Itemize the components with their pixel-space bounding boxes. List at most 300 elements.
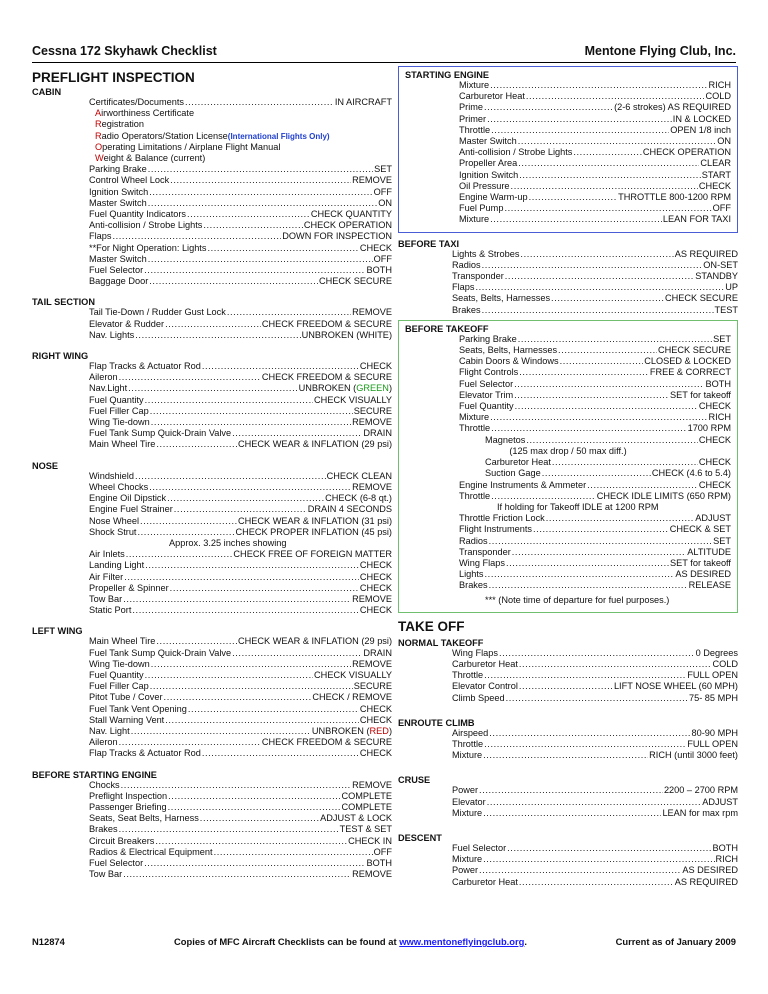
dot-leader — [490, 80, 707, 91]
item-name: Fuel Quantity — [89, 669, 144, 680]
dot-leader — [484, 739, 686, 750]
item-value: ADJUST — [702, 796, 738, 807]
item-value: UNBROKEN ( — [311, 725, 370, 736]
enroute-climb-list — [398, 728, 738, 762]
item-value: DRAIN 4 SECONDS — [307, 504, 392, 515]
item-value: LIFT NOSE WHEEL (60 MPH) — [613, 681, 738, 692]
item-value: COMPLETE — [341, 790, 392, 801]
checklist-row — [405, 480, 731, 491]
item-name: Throttle — [459, 423, 491, 434]
item-value: CHECK — [359, 560, 392, 571]
dot-leader — [482, 305, 714, 316]
item-name: Seats, Belts, Harnesses — [452, 293, 551, 304]
dot-leader — [128, 383, 297, 394]
dot-leader — [560, 356, 644, 367]
dot-leader — [124, 572, 359, 583]
checklist-row — [398, 305, 738, 316]
item-value: IN & LOCKED — [672, 113, 731, 124]
checklist-row — [32, 802, 392, 813]
item-name: Propeller & Spinner — [89, 582, 169, 593]
departure-note: *** (Note time of departure for fuel purposes.) — [485, 594, 670, 605]
item-name: Lights — [459, 569, 484, 580]
item-value: RICH — [708, 412, 731, 423]
checklist-row — [398, 808, 738, 819]
close-paren: ) — [388, 383, 392, 394]
checklist-row — [32, 572, 392, 583]
item-name: Fuel Tank Vent Opening — [89, 703, 187, 714]
checklist-row — [398, 249, 738, 260]
dot-leader — [140, 516, 237, 527]
item-name: Parking Brake — [89, 164, 147, 175]
checklist-row: Magnetos ..... CHECK — [405, 435, 731, 446]
item-name: Fuel Tank Sump Quick-Drain Valve — [89, 647, 232, 658]
item-value: CHECK VISUALLY — [314, 394, 392, 405]
checklist-row — [32, 869, 392, 880]
item-name: Wing Tie-down — [89, 658, 150, 669]
checklist-row — [32, 428, 392, 439]
cabin-title: CABIN — [32, 87, 62, 97]
item-value: CHECK — [698, 479, 731, 490]
checklist-row — [32, 319, 392, 330]
before-takeoff-title: BEFORE TAKEOFF — [405, 323, 489, 334]
checklist-row — [32, 209, 392, 220]
dot-leader — [119, 824, 339, 835]
dot-leader — [506, 558, 669, 569]
checklist-row — [398, 854, 738, 865]
item-name: Engine Warm-up — [459, 192, 528, 203]
item-name: Wing Flaps — [452, 647, 498, 658]
dot-leader — [514, 390, 669, 401]
item-name: Master Switch — [89, 197, 147, 208]
item-name: Carburetor Heat — [452, 876, 518, 887]
item-value: CHECK VISUALLY — [314, 669, 392, 680]
intl-note: (International Flights Only) — [227, 131, 330, 141]
dot-leader — [587, 480, 698, 491]
nose-list-2 — [32, 549, 392, 616]
item-value: BOTH — [712, 842, 738, 853]
dot-leader — [511, 181, 698, 192]
checklist-row — [32, 254, 392, 265]
item-value: REMOVE — [352, 593, 392, 604]
item-name: Engine Oil Dipstick — [89, 493, 167, 504]
item-name: Flap Tracks & Actuator Rod — [89, 361, 201, 372]
preflight-title: PREFLIGHT INSPECTION — [32, 70, 195, 85]
checklist-row — [405, 491, 731, 502]
item-name: Radios & Electrical Equipment — [89, 846, 213, 857]
idle-note: If holding for Takeoff IDLE at 1200 RPM — [497, 501, 659, 512]
checklist-row — [32, 636, 392, 647]
item-value: REMOVE — [352, 417, 392, 428]
item-value: REMOVE — [352, 175, 392, 186]
dot-leader — [483, 750, 648, 761]
item-value: REMOVE — [352, 869, 392, 880]
checklist-row — [405, 158, 731, 169]
checklist-row — [405, 214, 731, 225]
dot-leader — [138, 527, 235, 538]
item-name: Control Wheel Lock — [89, 175, 170, 186]
dot-leader — [167, 493, 324, 504]
item-value: SET for takeoff — [670, 389, 731, 400]
item-value: REMOVE — [352, 307, 392, 318]
dot-leader — [200, 813, 319, 824]
dot-leader — [491, 423, 686, 434]
dot-leader — [123, 594, 351, 605]
item-name: Radios — [452, 259, 481, 270]
item-value: UNBROKEN (WHITE) — [301, 329, 392, 340]
checklist-row — [32, 560, 392, 571]
item-value: OFF — [373, 186, 392, 197]
item-value: REMOVE — [352, 779, 392, 790]
arrow-item: O perating Limitations / Airplane Flight Manual — [95, 141, 281, 152]
item-name: Wheel Chocks — [89, 481, 149, 492]
item-name: Shock Strut — [89, 526, 137, 537]
checklist-row — [405, 412, 731, 423]
checklist-row — [32, 395, 392, 406]
dot-leader — [483, 808, 661, 819]
dot-leader — [505, 271, 695, 282]
dot-leader — [155, 836, 347, 847]
dot-leader — [149, 276, 318, 287]
checklist-row — [405, 170, 731, 181]
checklist-row — [405, 379, 731, 390]
dot-leader — [519, 681, 613, 692]
item-name: Stall Warning Vent — [89, 714, 165, 725]
item-value: CHECK — [359, 748, 392, 759]
checklist-row — [398, 865, 738, 876]
item-value: CHECK WEAR & INFLATION (29 psi) — [238, 439, 392, 450]
item-name: Radios — [459, 535, 488, 546]
item-name: Cabin Doors & Windows — [459, 356, 559, 367]
item-value: CHECK IDLE LIMITS (650 RPM) — [596, 490, 731, 501]
item-value: RICH — [708, 80, 731, 90]
before-taxi-list — [398, 249, 738, 316]
checklist-row — [32, 715, 392, 726]
item-value: CLOSED & LOCKED — [644, 356, 731, 367]
item-value: UP — [725, 282, 738, 293]
item-value: CHECK — [359, 703, 392, 714]
item-name: Ignition Switch — [459, 169, 519, 180]
dot-leader — [551, 293, 664, 304]
dot-leader — [491, 491, 596, 502]
item-value: CHECK — [698, 401, 731, 412]
checklist-row — [398, 260, 738, 271]
item-value: OFF — [373, 846, 392, 857]
item-value: SET — [713, 333, 731, 344]
checklist-row: Certificates/Documents ..... IN AIRCRAFT — [32, 97, 392, 108]
item-name: Air Inlets — [89, 549, 125, 560]
checklist-row — [405, 136, 731, 147]
item-value: CHECK OPERATION — [642, 147, 731, 158]
item-name: Mixture — [459, 80, 490, 90]
item-value: CHECK / REMOVE — [312, 692, 392, 703]
dot-leader — [135, 330, 300, 341]
checklist-row — [405, 558, 731, 569]
arrow-item: R adio Operators/Station License (International Flights Only) — [95, 130, 330, 141]
item-name: Airspeed — [452, 727, 489, 738]
item-name: Fuel Quantity Indicators — [89, 209, 187, 220]
checklist-row — [398, 785, 738, 796]
checklist-row — [32, 605, 392, 616]
item-value: CHECK PROPER INFLATION (45 psi) — [235, 526, 392, 537]
item-name: Landing Light — [89, 560, 145, 571]
descent-title: DESCENT — [398, 832, 442, 843]
dot-leader — [519, 170, 700, 181]
light-color-red: RED — [369, 725, 389, 736]
checklist-row — [398, 670, 738, 681]
checklist-row — [405, 513, 731, 524]
arrow-item: R egistration — [95, 119, 145, 130]
item-name: Throttle — [459, 124, 491, 135]
checklist-row — [32, 372, 392, 383]
item-name: Brakes — [452, 304, 481, 315]
club-name: Mentone Flying Club, Inc. — [584, 44, 736, 58]
checklist-row — [405, 356, 731, 367]
checklist-row — [405, 91, 731, 102]
dot-leader — [126, 549, 233, 560]
dot-leader — [148, 198, 378, 209]
checklist-row — [405, 390, 731, 401]
checklist-row — [32, 516, 392, 527]
checklist-row — [398, 693, 738, 704]
before-takeoff-box — [398, 320, 738, 613]
item-name: Master Switch — [459, 136, 517, 147]
item-value: CHECK — [359, 582, 392, 593]
dot-leader — [168, 791, 340, 802]
dot-leader — [165, 319, 261, 330]
dot-leader — [135, 471, 326, 482]
checklist-row — [32, 187, 392, 198]
checklist-row — [32, 527, 392, 538]
item-name: Mixture — [452, 807, 483, 818]
item-value: BOTH — [366, 265, 392, 276]
checklist-row — [405, 569, 731, 580]
dot-leader — [484, 670, 686, 681]
before-takeoff-list — [405, 334, 731, 435]
checklist-row — [398, 728, 738, 739]
dot-leader — [518, 334, 712, 345]
checklist-row — [32, 648, 392, 659]
checklist-row — [32, 243, 392, 254]
dot-leader — [165, 715, 359, 726]
dot-leader — [123, 869, 351, 880]
checklist-row — [32, 383, 392, 394]
item-name: Prime — [459, 102, 483, 113]
item-name: Nav.Light — [89, 383, 128, 394]
item-name: Oil Pressure — [459, 180, 510, 191]
item-value: ALTITUDE — [687, 546, 731, 557]
item-value: 0 Degrees — [695, 647, 738, 658]
item-name: Wing Tie-down — [89, 417, 150, 428]
item-value: CHECK SECURE — [664, 293, 738, 304]
checklist-row — [32, 704, 392, 715]
dot-leader — [119, 737, 261, 748]
item-name: Windshield — [89, 470, 134, 481]
dot-leader — [519, 877, 674, 888]
normal-takeoff-list — [398, 648, 738, 704]
dot-leader — [151, 417, 351, 428]
checklist-row — [32, 231, 392, 242]
item-value: RICH (until 3000 feet) — [649, 750, 738, 761]
item-name: Brakes — [459, 580, 488, 591]
enroute-climb-title: ENROUTE CLIMB — [398, 717, 475, 728]
checklist-row — [405, 125, 731, 136]
checklist-row — [405, 147, 731, 158]
dot-leader — [489, 580, 688, 591]
starting-engine-title: STARTING ENGINE — [405, 70, 490, 80]
checklist-row — [32, 471, 392, 482]
checklist-row — [32, 417, 392, 428]
dot-leader — [482, 260, 703, 271]
checklist-row — [405, 192, 731, 203]
checklist-row — [32, 198, 392, 209]
light-color-green: GREEN — [356, 383, 389, 394]
checklist-row — [405, 102, 731, 113]
dot-leader — [119, 372, 261, 383]
item-name: Seats, Belts, Harnesses — [459, 345, 558, 356]
checklist-row — [32, 791, 392, 802]
before-taxi-title: BEFORE TAXI — [398, 238, 460, 249]
dot-leader — [145, 560, 359, 571]
before-takeoff-list-3 — [405, 513, 731, 591]
checklist-row — [32, 276, 392, 287]
item-value: COLD — [712, 658, 738, 669]
checklist-row — [405, 423, 731, 434]
right-wing-list — [32, 361, 392, 451]
left-wing-list — [32, 636, 392, 759]
checklist-row: Carburetor Heat ..... CHECK — [405, 457, 731, 468]
dot-leader — [519, 659, 712, 670]
checklist-row — [32, 659, 392, 670]
checklist-row — [32, 824, 392, 835]
item-name: Preflight Inspection — [89, 790, 168, 801]
starting-engine-list — [405, 80, 731, 226]
dot-leader — [485, 569, 675, 580]
item-name: Fuel Quantity — [459, 401, 514, 412]
checklist-row — [32, 726, 392, 737]
item-name: Main Wheel Tire — [89, 636, 156, 647]
dot-leader — [491, 125, 669, 136]
cruise-list — [398, 785, 738, 819]
checklist-row — [398, 659, 738, 670]
item-name: Primer — [459, 113, 487, 124]
item-name: Engine Instruments & Ammeter — [459, 479, 587, 490]
nose-list — [32, 471, 392, 538]
item-value: UNBROKEN ( — [298, 383, 357, 394]
item-value: FULL OPEN — [687, 670, 738, 681]
dot-leader — [170, 583, 359, 594]
before-start-list — [32, 780, 392, 881]
item-value: TEST — [714, 304, 738, 315]
item-value: DRAIN — [363, 647, 392, 658]
item-value: 75- 85 MPH — [688, 692, 738, 703]
checklist-row — [32, 681, 392, 692]
checklist-row — [405, 536, 731, 547]
item-value: REMOVE — [352, 481, 392, 492]
item-value: COLD — [705, 91, 731, 102]
checklist-row — [32, 670, 392, 681]
item-name: Flaps — [452, 282, 475, 293]
dot-leader — [489, 728, 690, 739]
dot-leader — [148, 164, 373, 175]
checklist-row — [32, 549, 392, 560]
checklist-row — [32, 692, 392, 703]
checklist-row — [32, 307, 392, 318]
dot-leader — [573, 147, 641, 158]
item-name: Flaps — [89, 231, 112, 242]
dot-leader — [515, 401, 698, 412]
item-name: Main Wheel Tire — [89, 439, 156, 450]
dot-leader — [151, 659, 351, 670]
item-name: Baggage Door — [89, 276, 149, 287]
item-name: Elevator Control — [452, 681, 518, 692]
item-name: Air Filter — [89, 571, 124, 582]
dot-leader — [227, 307, 351, 318]
checklist-row — [405, 345, 731, 356]
dot-leader — [149, 482, 351, 493]
tail-number: N12874 — [32, 936, 65, 947]
item-value: LEAN FOR TAXI — [662, 214, 731, 225]
item-value: CHECK — [359, 571, 392, 582]
checklist-row: Suction Gage ..... CHECK (4.6 to 5.4) — [405, 468, 731, 479]
checklist-row — [398, 843, 738, 854]
item-name: Parking Brake — [459, 333, 517, 344]
item-value: START — [701, 169, 731, 180]
item-value: CHECK FREEDOM & SECURE — [261, 737, 392, 748]
dot-leader — [484, 102, 613, 113]
item-value: BOTH — [366, 857, 392, 868]
dot-leader — [490, 412, 707, 423]
checklist-row — [32, 813, 392, 824]
item-value: FREE & CORRECT — [649, 367, 731, 378]
item-value: SET — [713, 535, 731, 546]
checklist-row — [405, 80, 731, 91]
dot-leader — [483, 854, 714, 865]
item-value: BOTH — [705, 378, 731, 389]
item-name: Power — [452, 785, 479, 796]
before-start-title: BEFORE STARTING ENGINE — [32, 769, 157, 780]
item-name: Pitot Tube / Cover — [89, 692, 163, 703]
dot-leader — [518, 136, 717, 147]
item-value: LEAN for max rpm — [662, 807, 738, 818]
club-website-link[interactable]: www.mentoneflyingclub.org — [399, 936, 525, 947]
item-name: Carburetor Heat — [452, 658, 518, 669]
checklist-row — [405, 524, 731, 535]
item-name: Flight Instruments — [459, 524, 533, 535]
item-name: Passenger Briefing — [89, 801, 167, 812]
item-value: COMPLETE — [341, 801, 392, 812]
item-value: SECURE — [353, 405, 392, 416]
checklist-row — [398, 877, 738, 888]
item-name: Mixture — [459, 412, 490, 423]
dot-leader — [520, 249, 673, 260]
item-name: Power — [452, 865, 479, 876]
dot-leader — [518, 158, 699, 169]
item-value: CHECK SECURE — [318, 276, 392, 287]
item-name: Brakes — [89, 824, 118, 835]
dot-leader — [526, 91, 705, 102]
item-name: Fuel Tank Sump Quick-Drain Valve — [89, 428, 232, 439]
item-value: STANDBY — [695, 271, 738, 282]
item-name: Ignition Switch — [89, 186, 149, 197]
dot-leader — [232, 428, 362, 439]
item-value: CLEAR — [700, 158, 731, 169]
item-value: 80-90 MPH — [691, 727, 738, 738]
checklist-row — [405, 580, 731, 591]
item-name: Flight Controls — [459, 367, 519, 378]
checklist-row — [405, 203, 731, 214]
checklist-row — [32, 836, 392, 847]
item-name: Throttle — [452, 670, 484, 681]
